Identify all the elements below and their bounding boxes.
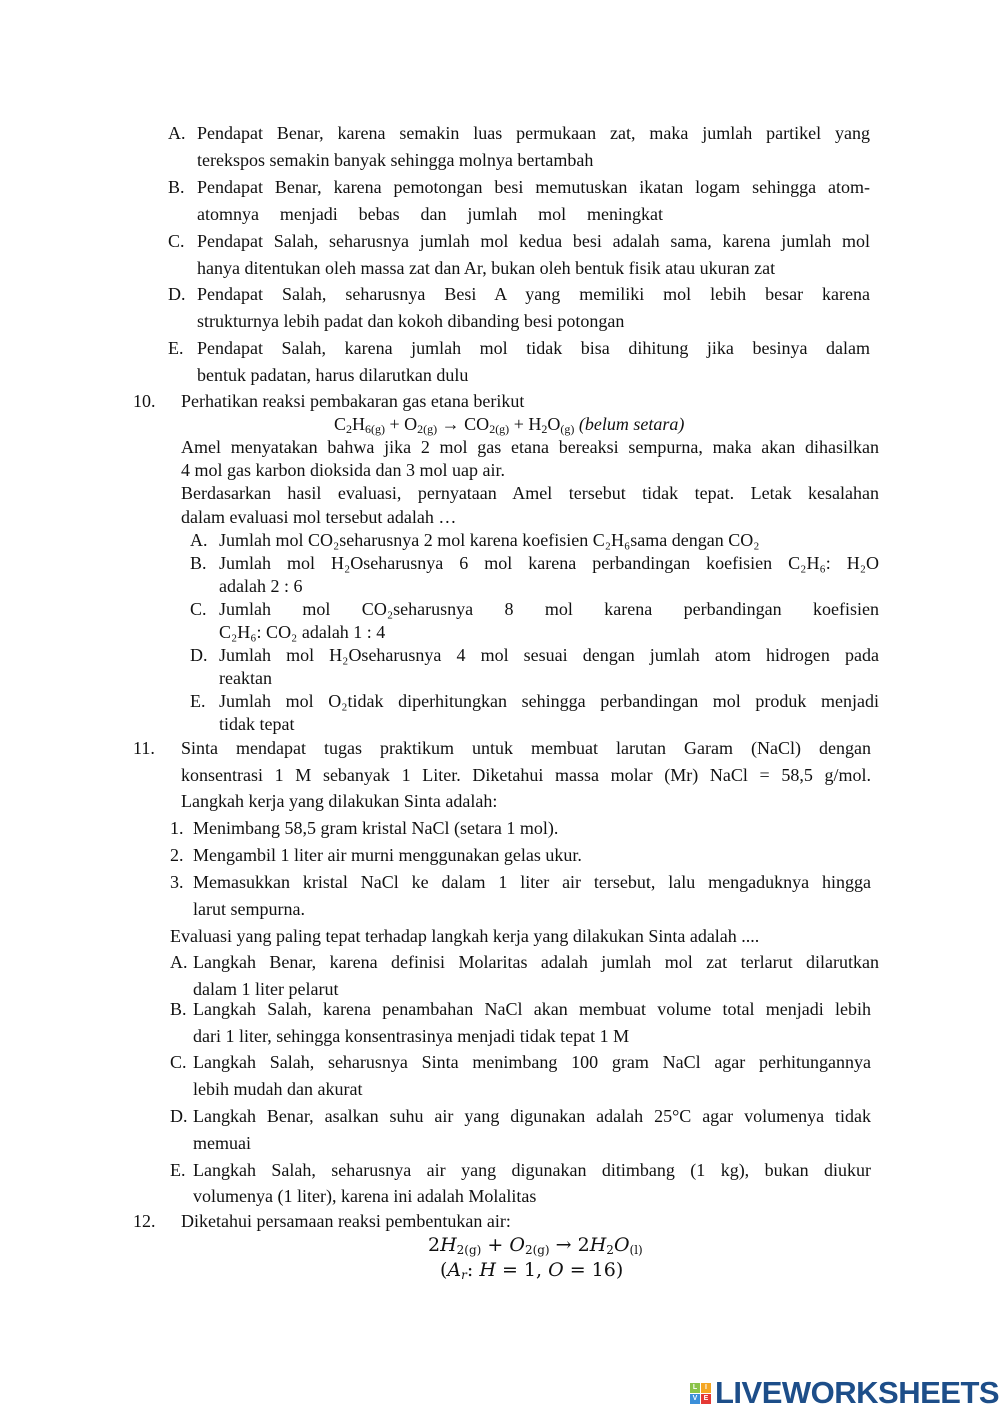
question-number: 10. (133, 391, 156, 411)
option-letter: C. (168, 231, 185, 251)
reaction-equation: $C_2H_{6(g)} + O_{2(g)} \to CO_{2(g)} + H_2O_{(g)}$ (belum setara) (334, 414, 685, 436)
question-intro: Perhatikan reaksi pembakaran gas etana berikut (181, 391, 525, 411)
option-text: strukturnya lebih padat dan kokoh dibanding besi potongan (197, 311, 625, 331)
option-text: Pendapat Salah, karena jumlah mol tidak bisa dihitung jika besinya dalam (197, 338, 870, 358)
option-text: Langkah Salah, karena penambahan NaCl akan membuat volume total menjadi lebih (193, 999, 871, 1019)
option-letter: D. (190, 645, 208, 665)
option-letter: C. (170, 1052, 187, 1072)
option-letter: A. (168, 123, 186, 143)
option-text: Jumlah mol O₂tidak diperhitungkan sehingga perbandingan mol produk menjadi (219, 691, 879, 711)
option-text: Langkah Benar, asalkan suhu air yang digunakan adalah 25°C agar volumenya tidak (193, 1106, 871, 1126)
option-letter: B. (190, 553, 207, 573)
option-text: reaktan (219, 668, 272, 688)
step-text: Mengambil 1 liter air murni menggunakan gelas ukur. (193, 845, 582, 865)
option-text: hanya ditentukan oleh massa zat dan Ar, bukan oleh bentuk fisik atau ukuran zat (197, 258, 776, 278)
option-text: dari 1 liter, sehingga konsentrasinya menjadi tidak tepat 1 M (193, 1026, 630, 1046)
logo-text: LIVEWORKSHEETS (715, 1375, 1000, 1410)
option-text: Langkah Salah, seharusnya air yang digunakan ditimbang (1 kg), bukan diukur (193, 1160, 871, 1180)
step-number: 2. (170, 845, 184, 865)
option-text: C₂H₆: CO₂ adalah 1 : 4 (219, 622, 386, 642)
option-text: atomnya menjadi bebas dan jumlah mol meningkat (197, 204, 663, 224)
option-text: lebih mudah dan akurat (193, 1079, 363, 1099)
paragraph: 4 mol gas karbon dioksida dan 3 mol uap air. (181, 460, 505, 480)
paragraph: Berdasarkan hasil evaluasi, pernyataan Amel tersebut tidak tepat. Letak kesalahan (181, 483, 879, 503)
option-letter: E. (170, 1160, 186, 1180)
option-text: Pendapat Benar, karena pemotongan besi memutuskan ikatan logam sehingga atom- (197, 177, 870, 197)
option-text: Langkah Salah, seharusnya Sinta menimbang 100 gram NaCl agar perhitungannya (193, 1052, 871, 1072)
question-number: 12. (133, 1211, 156, 1231)
option-text: adalah 2 : 6 (219, 576, 303, 596)
option-letter: C. (190, 599, 207, 619)
option-text: Pendapat Salah, seharusnya Besi A yang memiliki mol lebih besar karena (197, 284, 870, 304)
option-letter: D. (168, 284, 186, 304)
paragraph: konsentrasi 1 M sebanyak 1 Liter. Diketahui massa molar (Mr) NaCl = 58,5 g/mol. (181, 765, 871, 785)
option-letter: B. (170, 999, 187, 1019)
option-text: Pendapat Benar, karena semakin luas permukaan zat, maka jumlah partikel yang (197, 123, 870, 143)
paragraph: Langkah kerja yang dilakukan Sinta adalah: (181, 791, 498, 811)
option-text: volumenya (1 liter), karena ini adalah Molalitas (193, 1186, 537, 1206)
atomic-mass-note: ($A_r$: H = 1, O = 16) (440, 1259, 624, 1282)
step-text: Memasukkan kristal NaCl ke dalam 1 liter air tersebut, lalu mengaduknya hingga (193, 872, 871, 892)
option-text: Jumlah mol CO₂seharusnya 8 mol karena perbandingan koefisien (219, 599, 879, 619)
option-text: tidak tepat (219, 714, 295, 734)
question-number: 11. (133, 738, 155, 758)
option-text: Langkah Benar, karena definisi Molaritas adalah jumlah mol zat terlarut dilarutkan (193, 952, 879, 972)
option-text: memuai (193, 1133, 251, 1153)
option-text: Jumlah mol H₂Oseharusnya 4 mol sesuai dengan jumlah atom hidrogen pada (219, 645, 879, 665)
question-intro: Diketahui persamaan reaksi pembentukan air: (181, 1211, 511, 1231)
option-text: Jumlah mol H₂Oseharusnya 6 mol karena perbandingan koefisien C₂H₆: H₂O (219, 553, 879, 573)
option-letter: E. (168, 338, 184, 358)
step-number: 3. (170, 872, 184, 892)
paragraph: Amel menyatakan bahwa jika 2 mol gas etana bereaksi sempurna, maka akan dihasilkan (181, 437, 879, 457)
liveworksheets-logo (690, 1375, 999, 1411)
option-letter: E. (190, 691, 206, 711)
option-text: dalam 1 liter pelarut (193, 979, 339, 999)
option-letter: A. (190, 530, 208, 550)
option-text: Jumlah mol CO₂seharusnya 2 mol karena koefisien C₂H₆sama dengan CO₂ (219, 530, 760, 550)
reaction-equation: $2H_{2(g)} + O_{2(g)} \to 2H_2O_{(l)}$ (428, 1234, 643, 1257)
option-letter: B. (168, 177, 185, 197)
paragraph: dalam evaluasi mol tersebut adalah … (181, 507, 457, 527)
option-letter: A. (170, 952, 188, 972)
step-text: larut sempurna. (193, 899, 305, 919)
option-letter: D. (170, 1106, 188, 1126)
step-text: Menimbang 58,5 gram kristal NaCl (setara 1 mol). (193, 818, 559, 838)
option-text: Pendapat Salah, seharusnya jumlah mol kedua besi adalah sama, karena jumlah mol (197, 231, 870, 251)
option-text: bentuk padatan, harus dilarutkan dulu (197, 365, 469, 385)
logo-tiles-icon: L I V E (690, 1383, 711, 1404)
step-number: 1. (170, 818, 184, 838)
option-text: terekspos semakin banyak sehingga molnya bertambah (197, 150, 594, 170)
paragraph: Sinta mendapat tugas praktikum untuk membuat larutan Garam (NaCl) dengan (181, 738, 871, 758)
question-text: Evaluasi yang paling tepat terhadap langkah kerja yang dilakukan Sinta adalah .... (170, 926, 760, 946)
